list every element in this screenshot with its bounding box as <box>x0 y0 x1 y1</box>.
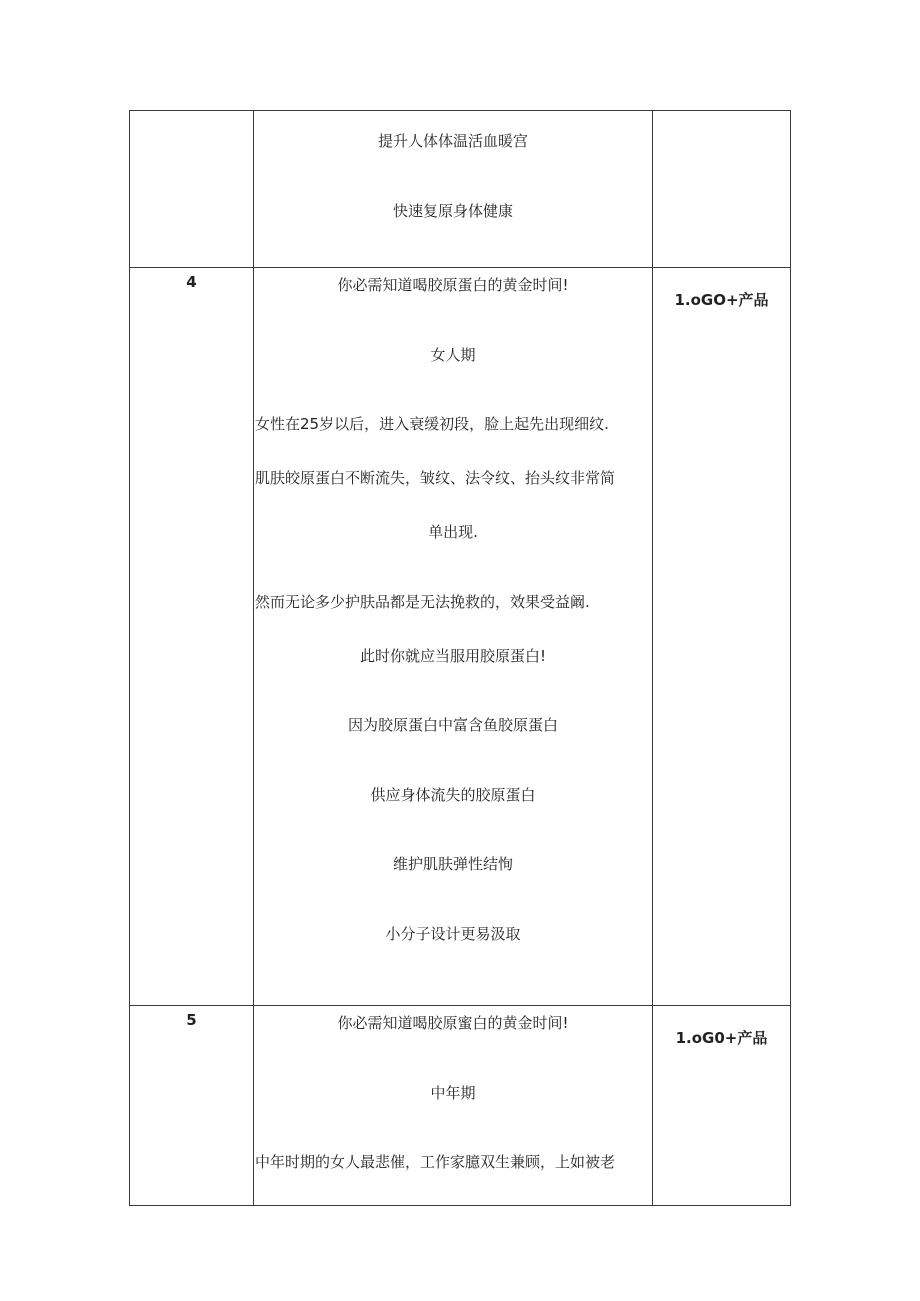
content-line: 快速复原身体健康 <box>392 202 513 220</box>
document-table <box>129 110 791 1206</box>
content-line: 中年期 <box>430 1083 476 1102</box>
table-row <box>130 268 791 1006</box>
row-number-cell <box>130 268 254 1006</box>
row-content-cell <box>254 111 653 268</box>
row-number: 4 <box>186 273 197 291</box>
content-line: 提升人体体温活血暖宫 <box>377 132 528 150</box>
content-line: 女人期 <box>430 345 476 364</box>
row-number-cell <box>130 111 254 268</box>
content-line: 中年时期的女人最悲催，工作家臆双生兼顾，上如被老 <box>255 1153 616 1171</box>
content-line: 小分子设计更易汲取 <box>385 924 521 943</box>
content-line: 女性在25岁以后，进入衰缓初段，脸上起先出现细纹. <box>255 415 609 433</box>
content-line: 你必需知道喝胶原蜜白的黄金时间! <box>337 1014 569 1032</box>
content-line: 供应身体流失的胶原蛋白 <box>370 785 536 804</box>
table-row <box>130 1006 791 1206</box>
row-note-cell <box>653 111 791 268</box>
row-note-cell <box>653 268 791 1006</box>
content-line: 然而无论多少护肤品都是无法挽救的，效果受益阚. <box>255 592 590 611</box>
content-line: 因为胶原蛋白中富含鱼胶原蛋白 <box>347 716 558 734</box>
content-line: 维护肌肤弹性结恂 <box>392 855 513 873</box>
row-number: 5 <box>186 1011 197 1029</box>
content-line: 此时你就应当服用胶原蛋白! <box>359 646 546 665</box>
content-line: 肌肤皎原蛋白不断流失，皱纹、法令纹、抬头纹非常简 <box>255 469 616 487</box>
row-content-cell <box>254 268 653 1006</box>
row-note: 1.oG0+产品 <box>675 1029 768 1047</box>
row-note: 1.oGO+产品 <box>674 291 769 309</box>
content-line: 单出现. <box>428 523 478 541</box>
row-number-cell <box>130 1006 254 1206</box>
content-line: 你必需知道喝胶原蛋白的黄金时间! <box>337 276 569 294</box>
table-row <box>130 111 791 268</box>
row-note-cell <box>653 1006 791 1206</box>
row-content-cell <box>254 1006 653 1206</box>
